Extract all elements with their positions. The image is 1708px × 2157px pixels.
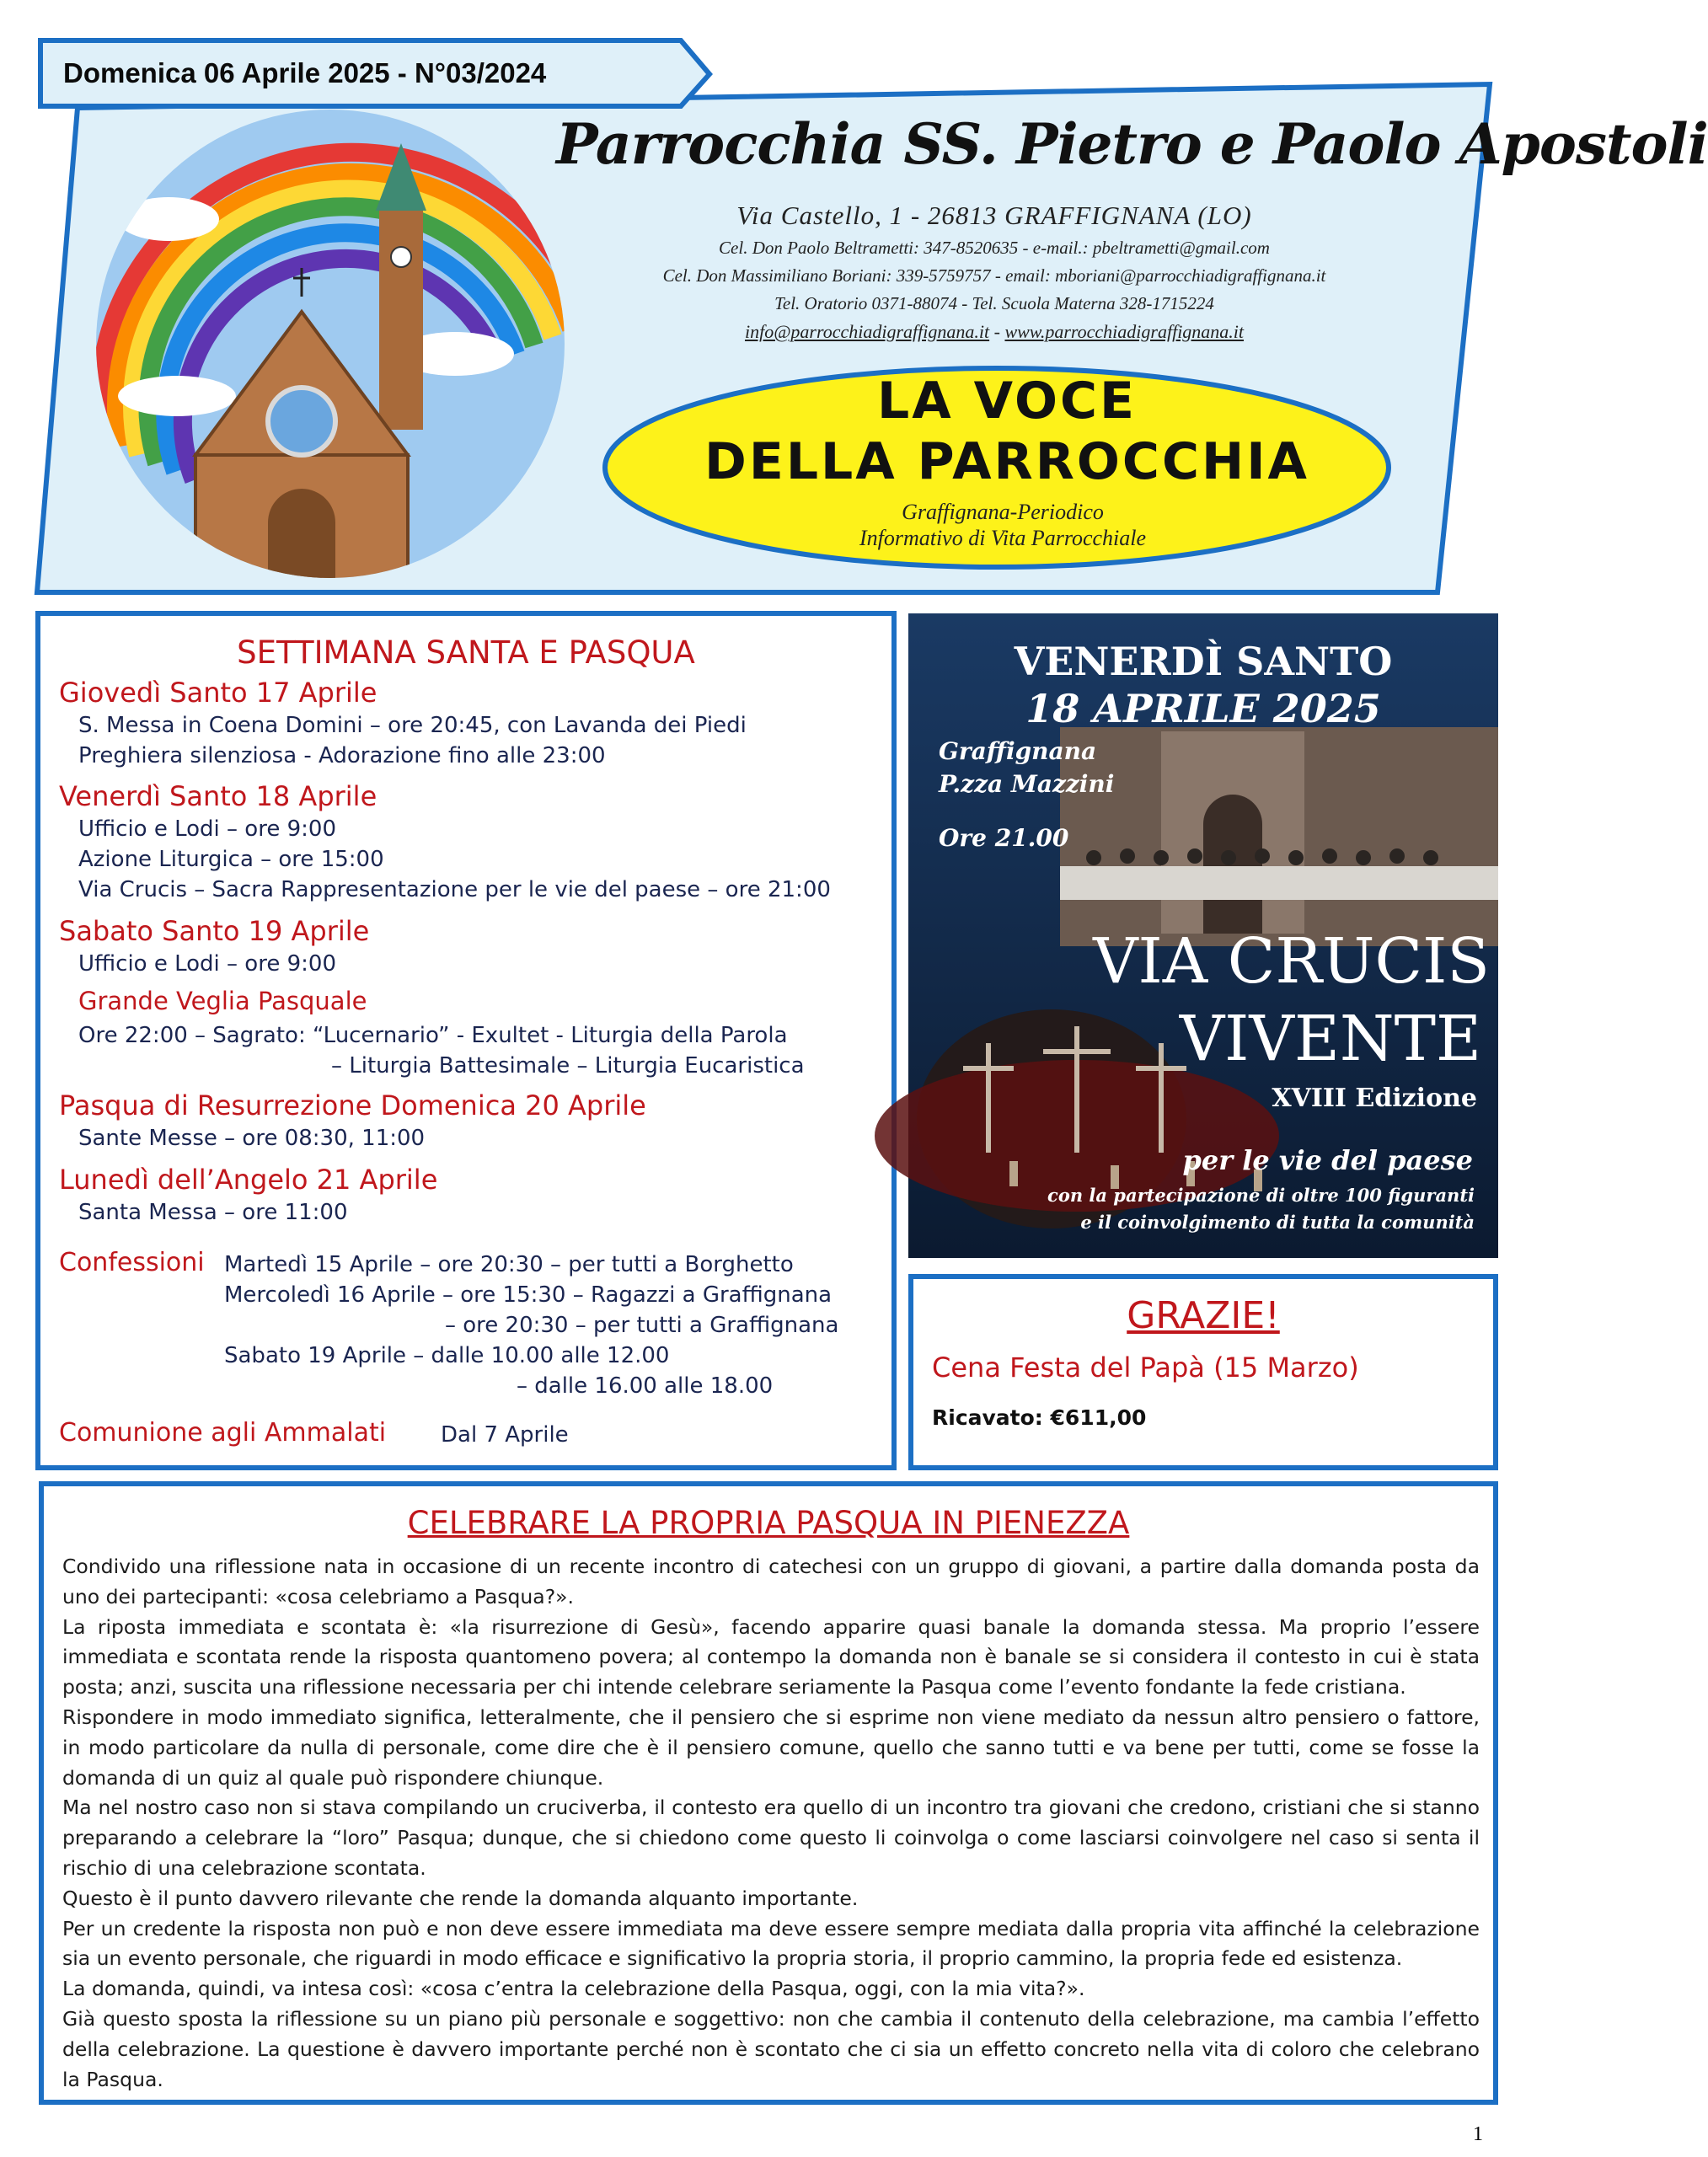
holy-thursday-title: Giovedì Santo 17 Aprile	[59, 677, 377, 709]
good-friday-item-1: Ufficio e Lodi – ore 9:00	[78, 816, 336, 842]
easter-vigil-title: Grande Veglia Pasquale	[78, 987, 367, 1015]
good-friday-title: Venerdì Santo 18 Aprile	[59, 780, 377, 812]
article-paragraph-5: Questo è il punto davvero rilevante che rende la domanda alquanto importante.	[62, 1886, 859, 1910]
thanks-panel	[908, 1274, 1498, 1470]
holy-thursday-item-1: S. Messa in Coena Domini – ore 20:45, con Lavanda dei Piedi	[78, 713, 747, 738]
article-paragraph-1: Condivido una riflessione nata in occasione di un recente incontro di catechesi con un gruppo di giovani, a partire dalla domanda posta da uno dei partecipanti: «cosa celebriamo a Pasqua?».	[62, 1555, 1480, 1608]
page-number: 1	[1473, 2123, 1483, 2145]
good-friday-item-2: Azione Liturgica – ore 15:00	[78, 847, 384, 872]
article-title: CELEBRARE LA PROPRIA PASQUA IN PIENEZZA	[407, 1505, 1130, 1541]
article-paragraph-8: Già questo sposta la riflessione su un piano più personale e soggettivo: non che cambia il contenuto della celebrazione, ma cambia l’effetto della celebrazione. La questione è davvero importante perché non è scontato che ci sia un effetto concreto nella vita di coloro che celebrano la Pasqua.	[62, 2006, 1480, 2091]
article-paragraph-4: Ma nel nostro caso non si stava compilando un cruciverba, il contesto era quello di un incontro tra giovani che credono, cristiani che si stanno preparando a celebrare la “loro” Pasqua; dunque, che si chiedono come questo li coinvolga o come lasciarsi coinvolgere nel caso si senta il rischio di una celebrazione scontata.	[62, 1796, 1480, 1880]
newsletter-subtitle	[725, 499, 1281, 551]
poster-date: 18 APRILE 2025	[1025, 686, 1381, 731]
article-panel	[39, 1481, 1498, 2105]
newsletter-subtitle-line-2: Informativo di Vita Parrocchiale	[859, 526, 1147, 550]
poster-time: Ore 21.00	[939, 824, 1069, 852]
communion-sick-date: Dal 7 Aprile	[441, 1422, 569, 1448]
article-paragraph-6: Per un credente la risposta non può e non deve essere immediata ma deve essere sempre mediata dalla propria vita affinché la celebrazione sia un evento personale, che riguardi in modo efficace e significativo la propria storia, il proprio cammino, la propria fede ed esistenza.	[62, 1916, 1480, 1971]
article-paragraph-2: La riposta immediata e scontata è: «la risurrezione di Gesù», facendo apparire quasi banale la domanda stessa. Ma proprio l’essere immediata e scontata rende la risposta quantomeno povera; al contempo la domanda non è banale se si considera il contesto in cui è stata posta; anzi, suscita una riflessione necessaria per chi intende celebrare seriamente la Pasqua come l’evento fondante la fede cristiana.	[62, 1614, 1480, 1699]
article-paragraph-3: Rispondere in modo immediato significa, letteralmente, che il pensiero che si esprime non viene mediato da nessun altro pensiero o fattore, in modo particolare da nulla di personale, come dire che è il pensiero comune, quello che sanno tutti e va bene per tutti, come se fosse la domanda di un quiz al quale può rispondere chiunque.	[62, 1705, 1480, 1790]
confessions-item-4: Sabato 19 Aprile – dalle 10.00 alle 12.00	[224, 1343, 670, 1368]
poster-vivente: VIVENTE	[1179, 1003, 1481, 1075]
contact-line-1: Cel. Don Paolo Beltrametti: 347-8520635 - e-mail.: pbeltrametti@gmail.com	[719, 238, 1270, 258]
poster-square: P.zza Mazzini	[939, 770, 1115, 798]
confessions-item-3: – ore 20:30 – per tutti a Graffignana	[445, 1313, 839, 1338]
thanks-title: GRAZIE!	[1127, 1294, 1280, 1337]
newsletter-title-line-2: DELLA PARROCCHIA	[704, 432, 1309, 491]
easter-monday-title: Lunedì dell’Angelo 21 Aprile	[59, 1164, 438, 1196]
newsletter-subtitle-line-1: Graffignana-Periodico	[902, 500, 1104, 524]
easter-sunday-title: Pasqua di Resurrezione Domenica 20 Aprile	[59, 1089, 646, 1121]
newsletter-title	[640, 371, 1373, 492]
easter-vigil-item-1: Ore 22:00 – Sagrato: “Lucernario” - Exultet - Liturgia della Parola	[78, 1023, 788, 1048]
poster-participation: con la partecipazione di oltre 100 figuranti	[1047, 1185, 1475, 1206]
confessions-item-1: Martedì 15 Aprile – ore 20:30 – per tutti a Borghetto	[224, 1252, 794, 1277]
links-line	[539, 318, 1449, 345]
holy-thursday-item-2: Preghiera silenziosa - Adorazione fino alle 23:00	[78, 743, 606, 768]
newsletter-title-line-1: LA VOCE	[877, 372, 1137, 431]
article-paragraph-7: La domanda, quindi, va intesa così: «cosa c’entra la celebrazione della Pasqua, oggi, con la mia vita?».	[62, 1977, 1085, 2001]
confessions-title: Confessioni	[59, 1248, 205, 1277]
poster-tagline: per le vie del paese	[1182, 1144, 1473, 1176]
via-crucis-poster	[908, 613, 1498, 1258]
holy-saturday-title: Sabato Santo 19 Aprile	[59, 915, 370, 947]
poster-via-crucis: VIA CRUCIS	[1093, 925, 1490, 998]
parish-name: Parrocchia SS. Pietro e Paolo Apostoli	[556, 111, 1708, 177]
poster-community: e il coinvolgimento di tutta la comunità	[1080, 1212, 1475, 1233]
holy-week-title: SETTIMANA SANTA E PASQUA	[237, 634, 695, 671]
confessions-item-2: Mercoledì 16 Aprile – ore 15:30 – Ragazzi a Graffignana	[224, 1282, 833, 1308]
thanks-amount: Ricavato: €611,00	[932, 1405, 1147, 1430]
easter-sunday-item-1: Sante Messe – ore 08:30, 11:00	[78, 1126, 426, 1151]
easter-vigil-item-2: – Liturgia Battesimale – Liturgia Eucaristica	[331, 1053, 805, 1078]
article-body	[62, 1552, 1480, 2095]
confessions-item-5: – dalle 16.00 alle 18.00	[517, 1373, 774, 1399]
email-link[interactable]: info@parrocchiadigraffignana.it	[744, 321, 990, 342]
issue-date: Domenica 06 Aprile 2025 - N°03/2024	[63, 57, 547, 88]
poster-edition: XVIII Edizione	[1272, 1084, 1477, 1113]
thanks-event: Cena Festa del Papà (15 Marzo)	[932, 1351, 1359, 1384]
link-separator: -	[989, 321, 1005, 342]
good-friday-item-3: Via Crucis – Sacra Rappresentazione per le vie del paese – ore 21:00	[78, 877, 831, 902]
communion-sick-title: Comunione agli Ammalati	[59, 1418, 387, 1448]
address: Via Castello, 1 - 26813 GRAFFIGNANA (LO)	[736, 201, 1252, 230]
poster-day: VENERDÌ SANTO	[1014, 639, 1393, 684]
contact-line-2: Cel. Don Massimiliano Boriani: 339-5759757 - email: mboriani@parrocchiadigraffignana.it	[662, 265, 1326, 286]
holy-saturday-item-1: Ufficio e Lodi – ore 9:00	[78, 951, 336, 977]
contact-line-3: Tel. Oratorio 0371-88074 - Tel. Scuola Materna 328-1715224	[774, 293, 1214, 313]
poster-town: Graffignana	[939, 737, 1097, 765]
contact-block	[539, 201, 1449, 345]
easter-monday-item-1: Santa Messa – ore 11:00	[78, 1200, 348, 1225]
website-link[interactable]: www.parrocchiadigraffignana.it	[1004, 321, 1245, 342]
holy-week-panel	[35, 611, 897, 1470]
